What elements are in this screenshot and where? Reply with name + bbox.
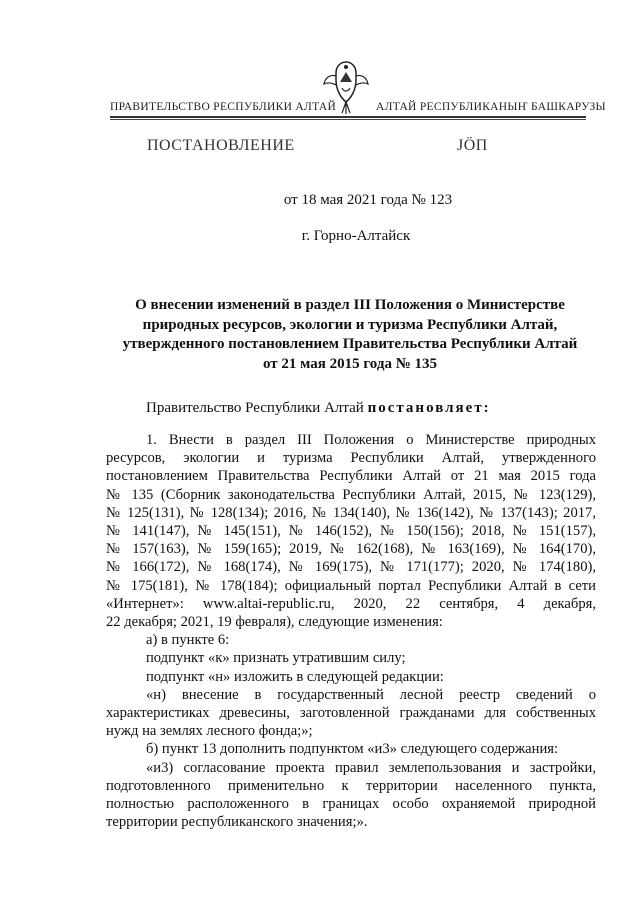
body-line: территории республиканского значения;». [106,814,368,831]
title-line: утвержденного постановлением Правительства Республики Алтай [122,336,578,352]
subpoint-n-intro: подпункт «н» изложить в следующей редакции: [146,668,444,685]
body-line: № 135 (Сборник законодательства Республики Алтай, 2015, № 123(129), [106,486,596,503]
document-city: г. Горно-Алтайск [301,228,411,244]
title-line: О внесении изменений в раздел III Положения о Министерстве [135,297,565,313]
body-line: № 141(147), № 145(151), № 146(152), № 150(156); 2018, № 151(157), [106,523,596,540]
body-line: «н) внесение в государственный лесной реестр сведений о [146,686,596,703]
body-line: 1. Внести в раздел III Положения о Министерстве природных [146,432,596,448]
body-line: 22 декабря; 2021, 19 февраля), следующие изменения: [106,614,443,631]
document-title [110,296,590,374]
decree-statement [146,400,491,417]
document-date-number: от 18 мая 2021 года № 123 [283,192,453,208]
body-line: характеристиках древесины, заготовленной гражданами для собственных [106,705,596,722]
body-line: нужд на землях лесного фонда;»; [106,723,313,740]
document-type-alt: ЈӦП [457,137,488,154]
body-line: «и3) согласование проекта правил землепользования и застройки, [146,759,596,776]
body-line: ресурсов, экологии и туризма Республики Алтай, утвержденного [106,450,596,467]
document-body [106,431,596,831]
body-line: № 175(181), № 178(184); официальный портал Республики Алтай в сети [106,577,596,594]
body-line: полностью расположенного в границах особо охраняемой природной [106,796,596,813]
document-type-ru: ПОСТАНОВЛЕНИЕ [147,137,295,154]
header-divider-thin [110,119,586,120]
body-line: постановлением Правительства Республики Алтай от 21 мая 2015 года [106,468,596,485]
body-line: подготовленного применительно к территории населенного пункта, [106,777,596,794]
decree-lead: Правительство Республики Алтай [146,400,368,416]
body-line: № 157(163), № 159(165); 2019, № 162(168), № 163(169), № 164(170), [106,541,596,558]
organization-name-alt: АЛТАЙ РЕСПУБЛИКАНЫҤ БАШКАРУЗЫ [376,101,606,113]
title-line: от 21 мая 2015 года № 135 [262,355,438,372]
body-line: «Интернет»: www.altai-republic.ru, 2020, 22 сентября, 4 декабря, [106,595,596,612]
body-line: № 166(172), № 168(174), № 169(175), № 171(177); 2020, № 174(180), [106,559,596,576]
body-line: № 125(131), № 128(134); 2016, № 134(140), № 136(142), № 137(143); 2017, [106,504,596,521]
subpoint-a: а) в пункте 6: [146,632,230,649]
subpoint-k: подпункт «к» признать утратившим силу; [146,650,406,667]
organization-name-ru: ПРАВИТЕЛЬСТВО РЕСПУБЛИКИ АЛТАЙ [110,101,337,113]
title-line: природных ресурсов, экологии и туризма Республики Алтай, [142,316,558,333]
subpoint-b: б) пункт 13 дополнить подпунктом «и3» следующего содержания: [146,741,559,758]
header-divider [110,116,586,118]
decree-word: постановляет: [367,400,491,416]
